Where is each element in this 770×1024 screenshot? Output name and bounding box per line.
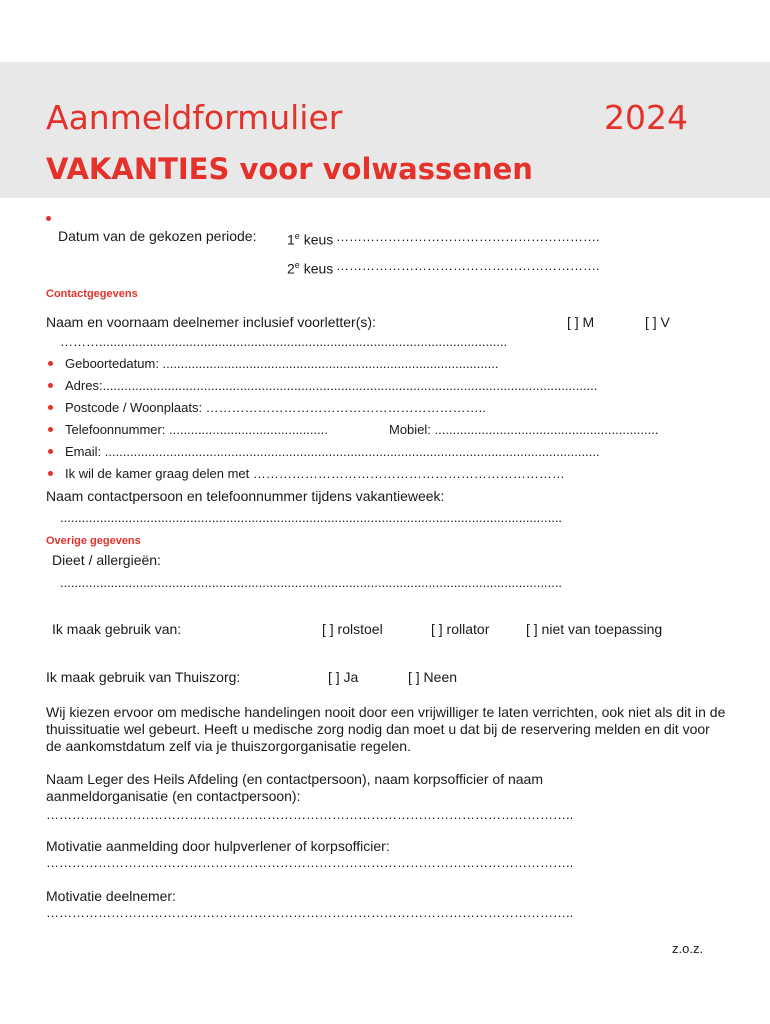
homecare-label: Ik maak gebruik van Thuiszorg:: [46, 669, 241, 685]
homecare-yes-checkbox[interactable]: [ ] Ja: [328, 669, 359, 685]
section-heading-other: Overige gegevens: [46, 535, 141, 547]
not-applicable-checkbox[interactable]: [ ] niet van toepassing: [526, 621, 663, 637]
phone-field[interactable]: Telefoonnummer: ............................................: [65, 422, 328, 437]
mobility-aid-label: Ik maak gebruik van:: [52, 621, 182, 637]
period-choice-1: 1e keus: [287, 231, 334, 248]
medical-care-notice: Wij kiezen ervoor om medische handelingen nooit door een vrijwilliger te laten verrichten, ook niet als dit in de thuissituatie wel gebeurt. Heeft u medische zorg nodig dan moet u dat bij de reservering melden en dit voor de aankomstdatum zelf via je thuiszorgorganisatie regelen.: [46, 704, 726, 754]
motivation-participant-label: Motivatie deelnemer:: [46, 888, 176, 904]
birthdate-field[interactable]: Geboortedatum: .............................................................................................: [65, 356, 499, 371]
period-choice-1-field[interactable]: …………………………………………………….: [336, 229, 600, 244]
postcode-city-field[interactable]: Postcode / Woonplaats: ………………………………………………………..: [65, 400, 486, 415]
homecare-no-checkbox[interactable]: [ ] Neen: [408, 669, 458, 685]
bullet-icon: [48, 361, 53, 366]
bullet-icon: [48, 427, 53, 432]
room-share-field[interactable]: Ik wil de kamer graag delen met ………………………………………………………………: [65, 466, 565, 481]
diet-label: Dieet / allergieën:: [52, 552, 161, 568]
bullet-icon: [46, 216, 51, 221]
mobile-field[interactable]: Mobiel: ..............................................................: [389, 422, 659, 437]
emergency-contact-field[interactable]: ...........................................................................................................................................: [60, 510, 563, 525]
period-choice-2: 2e keus: [287, 260, 334, 277]
email-field[interactable]: Email: .........................................................................................................................................: [65, 444, 600, 459]
motivation-worker-field[interactable]: …………………………………………………………………………………………………………..: [46, 855, 574, 870]
division-field[interactable]: …………………………………………………………………………………………………………..: [46, 807, 574, 822]
gender-m-checkbox[interactable]: [ ] M: [567, 314, 595, 330]
bullet-icon: [48, 471, 53, 476]
gender-v-checkbox[interactable]: [ ] V: [645, 314, 670, 330]
name-field[interactable]: ……….................................................................................................................: [60, 334, 508, 349]
diet-field[interactable]: ...........................................................................................................................................: [60, 575, 563, 590]
form-title: Aanmeldformulier: [46, 98, 343, 137]
period-choice-2-field[interactable]: …………………………………………………….: [336, 258, 600, 273]
bullet-icon: [48, 449, 53, 454]
motivation-participant-field[interactable]: …………………………………………………………………………………………………………..: [46, 905, 574, 920]
rollator-checkbox[interactable]: [ ] rollator: [431, 621, 490, 637]
motivation-worker-label: Motivatie aanmelding door hulpverlener of korpsofficier:: [46, 838, 390, 854]
address-field[interactable]: Adres:.........................................................................................................................................: [65, 378, 598, 393]
division-label: Naam Leger des Heils Afdeling (en contactpersoon), naam korpsofficier of naam aanmeldorganisatie (en contactpersoon):: [46, 771, 544, 804]
bullet-icon: [48, 383, 53, 388]
bullet-icon: [48, 405, 53, 410]
form-subtitle: VAKANTIES voor volwassenen: [46, 152, 533, 186]
period-label: Datum van de gekozen periode:: [58, 228, 257, 244]
emergency-contact-label: Naam contactpersoon en telefoonnummer tijdens vakantieweek:: [46, 488, 445, 504]
name-label: Naam en voornaam deelnemer inclusief voorletter(s):: [46, 314, 376, 330]
wheelchair-checkbox[interactable]: [ ] rolstoel: [322, 621, 383, 637]
form-year: 2024: [604, 98, 688, 137]
section-heading-contact: Contactgegevens: [46, 288, 138, 300]
please-turn-over: z.o.z.: [672, 941, 704, 956]
